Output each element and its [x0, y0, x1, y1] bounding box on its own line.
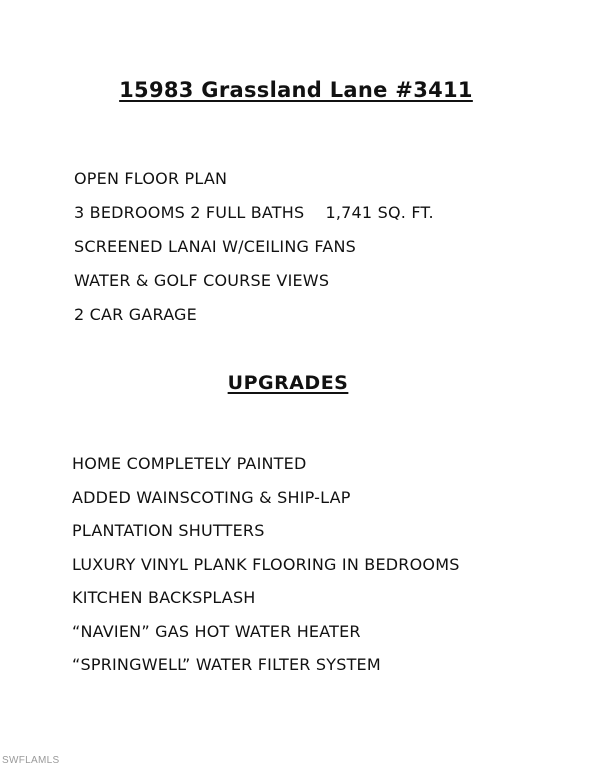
feature-item: 3 BEDROOMS 2 FULL BATHS 1,741 SQ. FT.	[74, 203, 434, 222]
upgrade-item: PLANTATION SHUTTERS	[72, 521, 265, 540]
watermark: SWFLAMLS	[2, 755, 60, 766]
feature-item: SCREENED LANAI W/CEILING FANS	[74, 237, 356, 256]
upgrade-item: HOME COMPLETELY PAINTED	[72, 454, 307, 473]
upgrade-item: “NAVIEN” GAS HOT WATER HEATER	[72, 621, 361, 641]
feature-item: OPEN FLOOR PLAN	[74, 169, 228, 188]
feature-item: WATER & GOLF COURSE VIEWS	[74, 271, 330, 290]
upgrade-item: ADDED WAINSCOTING & SHIP-LAP	[72, 487, 351, 507]
page-title: 15983 Grassland Lane #3411	[119, 78, 473, 102]
features-list	[74, 168, 434, 338]
upgrade-item: KITCHEN BACKSPLASH	[72, 588, 256, 607]
feature-item: 2 CAR GARAGE	[74, 305, 197, 324]
upgrades-list	[72, 453, 460, 688]
upgrades-heading: UPGRADES	[227, 372, 349, 394]
upgrade-item: LUXURY VINYL PLANK FLOORING IN BEDROOMS	[72, 554, 460, 574]
upgrade-item: “SPRINGWELL” WATER FILTER SYSTEM	[72, 655, 381, 674]
